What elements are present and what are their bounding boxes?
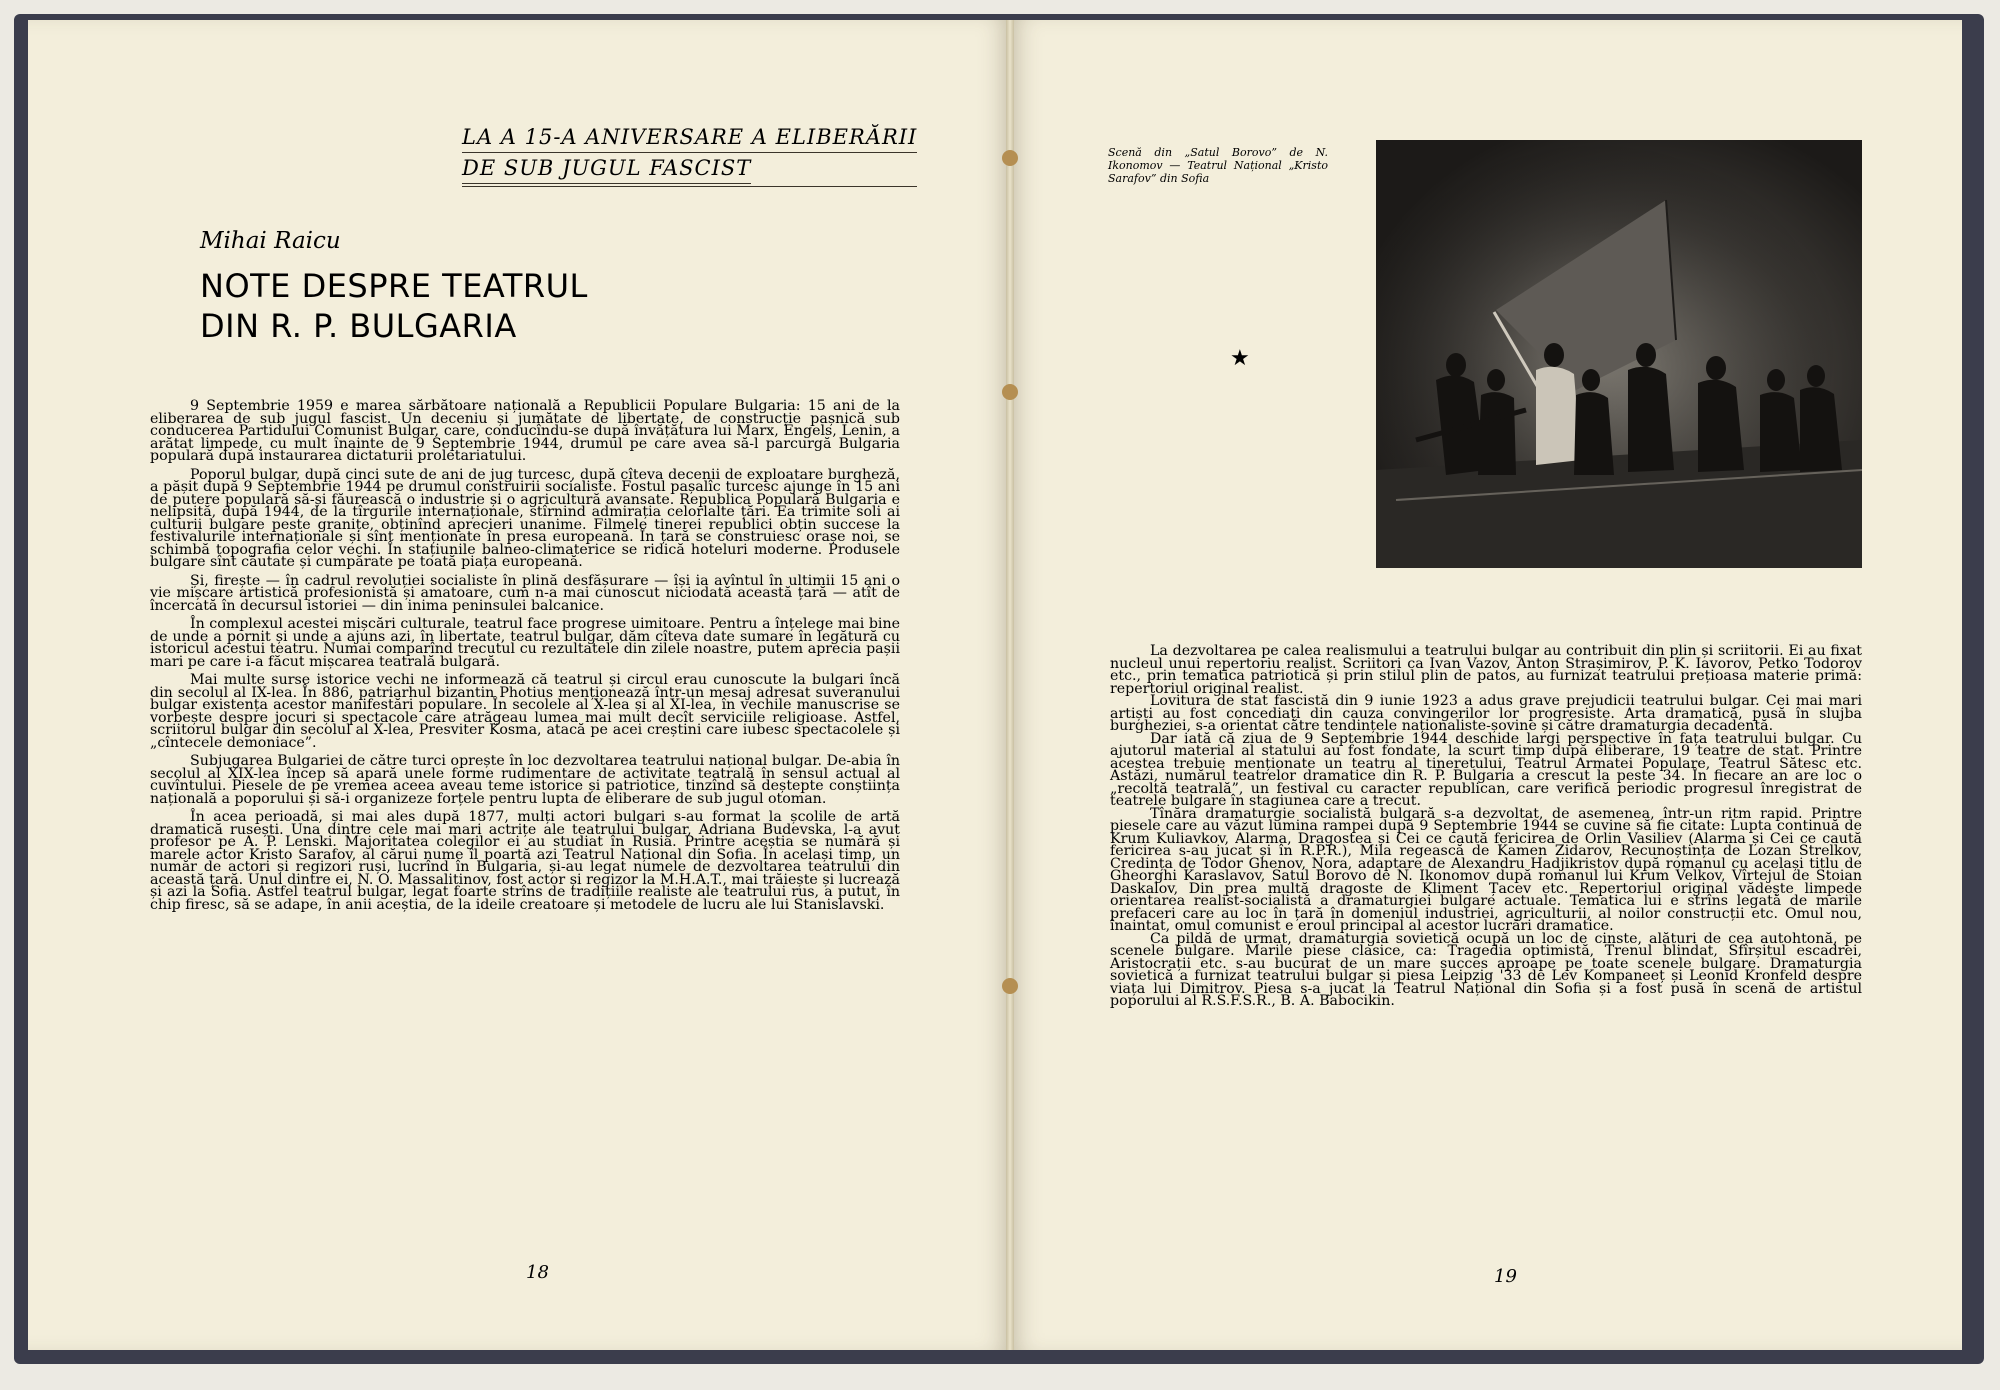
star-ornament: ★ <box>1230 346 1250 371</box>
page-number-left: 18 <box>526 1262 549 1283</box>
right-body-text <box>1110 645 1862 1008</box>
article-kicker <box>462 122 922 187</box>
title-line-2: DIN R. P. BULGARIA <box>200 307 517 345</box>
stage-photo <box>1376 140 1862 568</box>
paragraph: Dar iată că ziua de 9 Septembrie 1944 deschide largi perspective în fața teatrului bulgar. Cu ajutorul material al statului au fost fondate, la scurt timp după eliberare, 19 teatre de stat. Printre acestea trebuie menționate un teatru al tineretului, Teatrul Armatei Populare, Teatrul Sătesc etc. Astăzi, numărul teatrelor dramatice din R. P. Bulgaria a crescut la peste 34. În fiecare an are loc o „recoltă teatrală”, un festival cu caracter republican, care verifică periodic progresul înregistrat de teatrele bulgare în stagiunea care a trecut. <box>1110 730 1862 809</box>
left-body-text <box>150 400 900 911</box>
page-number-right: 19 <box>1494 1266 1517 1287</box>
kicker-rule <box>462 186 917 187</box>
photo-caption: Scenă din „Satul Borovo” de N. Ikonomov — Teatrul Național „Kristo Sarafov” din Sofia <box>1108 146 1328 185</box>
paragraph: Lovitura de stat fascistă din 9 iunie 1923 a adus grave prejudicii teatrului bulgar. Cei mai mari artiști au fost concediați din cauza convingerilor lor progresiste. Arta dramatică, pusă în slujba burgheziei, s-a orientat către tendințele naționaliste-șovine și către dramaturgia decadentă. <box>1110 693 1862 734</box>
stage-photo-illustration <box>1376 140 1862 568</box>
paragraph: Poporul bulgar, după cinci sute de ani de jug turcesc, după cîteva decenii de exploatare burgheză, a pășit după 9 Septembrie 1944 pe drumul construirii socialiste. Fostul pașalîc turcesc ajunge în 15 ani de putere populară să-și făurească o industrie și o agricultură avansate. Republica Populară Bulgaria e nelipsită, după 1944, de la tîrgurile internaționale, stîrnind admirația celorlalte țări. Ea trimite soli ai culturii bulgare peste granițe, obținînd aprecieri unanime. Filmele tinerei republici obțin succese la festivalurile internaționale și sînt menționate în presa europeană. În țară se construiesc orașe noi, se schimbă topografia celor vechi. În stațiunile balneo-climaterice se ridică hoteluri moderne. Produsele bulgare sînt căutate și cumpărate pe toată piața europeană. <box>150 466 900 570</box>
paragraph: În acea perioadă, și mai ales după 1877, mulți actori bulgari s-au format la școlile de artă dramatică rusești. Una dintre cele mai mari actrițe ale teatrului bulgar, Adriana Budevska, l-a avut profesor pe A. P. Lenski. Majoritatea colegilor ei au studiat în Rusia. Printre aceștia se numără și marele actor Kristo Sarafov, al cărui nume îl poartă azi Teatrul Național din Sofia. În același timp, un număr de actori și regizori ruși, lucrînd în Bulgaria, și-au legat numele de dezvoltarea teatrului din această țară. Unul dintre ei, N. O. Massalitinov, fost actor și regizor la M.H.A.T., mai trăiește și lucrează și azi la Sofia. Astfel teatrul bulgar, legat foarte strîns de tradițiile realiste ale teatrului rus, a putut, în chip firesc, să se adape, în anii aceștia, de la ideile creatoare și metodele de lucru ale lui Stanislavski. <box>150 809 900 913</box>
paragraph: Mai multe surse istorice vechi ne informează că teatrul și circul erau cunoscute la bulgari încă din secolul al IX-lea. În 886, patriarhul bizantin Photius menționează într-un mesaj adresat suveranului bulgar existența acestor manifestări populare. În secolele al X-lea și al XI-lea, în vechile manuscrise se vorbește despre jocuri și spectacole care atrăgeau lumea mai mult decît serviciile religioase. Astfel, scriitorul bulgar din secolul al X-lea, Presviter Kosma, atacă pe acei creștini care iubesc spectacolele și „cîntecele demoniace”. <box>150 672 900 751</box>
kicker-line-2: DE SUB JUGUL FASCIST <box>462 153 751 184</box>
paragraph: La dezvoltarea pe calea realismului a teatrului bulgar au contribuit din plin și scriitorii. Ei au fixat nucleul unui repertoriu realist. Scriitori ca Ivan Vazov, Anton Strașimirov, P. K. Iavorov, Petko Todorov etc., prin tematica patriotică și prin stilul plin de patos, au furnizat teatrului prețioasa materie primă: repertoriul original realist. <box>1110 643 1862 697</box>
paragraph: 9 Septembrie 1959 e marea sărbătoare națională a Republicii Populare Bulgaria: 15 ani de la eliberarea de sub jugul fascist. Un deceniu și jumătate de libertate, de construcție pașnică sub conducerea Partidului Comunist Bulgar, care, conducîndu-se după învățătura lui Marx, Engels, Lenin, a arătat limpede, cu mult înainte de 9 Septembrie 1944, drumul pe care avea să-l parcurgă Bulgaria populară după instaurarea dictaturii proletariatului. <box>150 398 900 464</box>
title-line-1: NOTE DESPRE TEATRUL <box>200 267 588 305</box>
kicker-line-1: LA A 15-A ANIVERSARE A ELIBERĂRII <box>462 122 917 153</box>
paragraph: Subjugarea Bulgariei de către turci oprește în loc dezvoltarea teatrului național bulgar. De-abia în secolul al XIX-lea încep să apară unele forme rudimentare de activitate teatrală în sensul actual al cuvîntului. Piesele de pe vremea aceea aveau teme istorice și patriotice, tinzînd să deștepte conștiința națională a poporului și să-i organizeze forțele pentru lupta de eliberare de sub jugul otoman. <box>150 753 900 807</box>
paragraph: Tînăra dramaturgie socialistă bulgară s-a dezvoltat, de asemenea, într-un ritm rapid. Printre piesele care au văzut lumina rampei după 9 Septembrie 1944 se cuvine să fie citate: Lupta continuă de Krum Kuliavkov, Alarma, Dragostea și Cei ce caută fericirea de Orlin Vasiliev (Alarma și Cei ce caută fericirea s-au jucat și în R.P.R.), Mila regească de Kamen Zidarov, Recunoștința de Lozan Strelkov, Credința de Todor Ghenov, Nora, adaptare de Alexandru Hadjikristov după romanul cu același titlu de Gheorghi Karaslavov, Satul Borovo de N. Ikonomov după romanul lui Krum Velkov, Vîrtejul de Stoian Daskalov, Din prea multă dragoste de Kliment Țacev etc. Repertoriul original vădește limpede orientarea realist-socialistă a dramaturgiei bulgare actuale. Tematica lui e strîns legată de marile prefaceri care au loc în țară în domeniul industriei, agriculturii, al noilor construcții etc. Omul nou, înaintat, omul comunist e eroul principal al acestor lucrări dramatice. <box>1110 805 1862 934</box>
paragraph: Ca pildă de urmat, dramaturgia sovietică ocupă un loc de cinste, alături de cea autohtonă, pe scenele bulgare. Marile piese clasice, ca: Tragedia optimistă, Trenul blindat, Sfîrșitul escadrei, Aristocrații etc. s-au bucurat de un mare succes aproape pe toate scenele bulgare. Dramaturgia sovietică a furnizat teatrului bulgar și piesa Leipzig '33 de Lev Kompaneeț și Leonid Kronfeld despre viața lui Dimitrov. Piesa s-a jucat la Teatrul Național din Sofia și a fost pusă în scenă de artistul poporului al R.S.F.S.R., B. A. Babocikin. <box>1110 930 1862 1009</box>
author-name: Mihai Raicu <box>200 228 341 254</box>
book-gutter <box>1006 20 1014 1350</box>
article-title <box>200 266 700 346</box>
paragraph: Și, firește — în cadrul revoluției socialiste în plină desfășurare — își ia avîntul în ultimii 15 ani o vie mișcare artistică profesionistă și amatoare, cum n-a mai cunoscut niciodată această țară — atît de încercată în decursul istoriei — din inima peninsulei balcanice. <box>150 572 900 614</box>
paragraph: În complexul acestei mișcări culturale, teatrul face progrese uimitoare. Pentru a înțelege mai bine de unde a pornit și unde a ajuns azi, în libertate, teatrul bulgar, dăm cîteva date sumare în legătură cu istoricul acestui teatru. Numai comparînd trecutul cu rezultatele din zilele noastre, putem aprecia pașii mari pe care i-a făcut mișcarea teatrală bulgară. <box>150 616 900 670</box>
